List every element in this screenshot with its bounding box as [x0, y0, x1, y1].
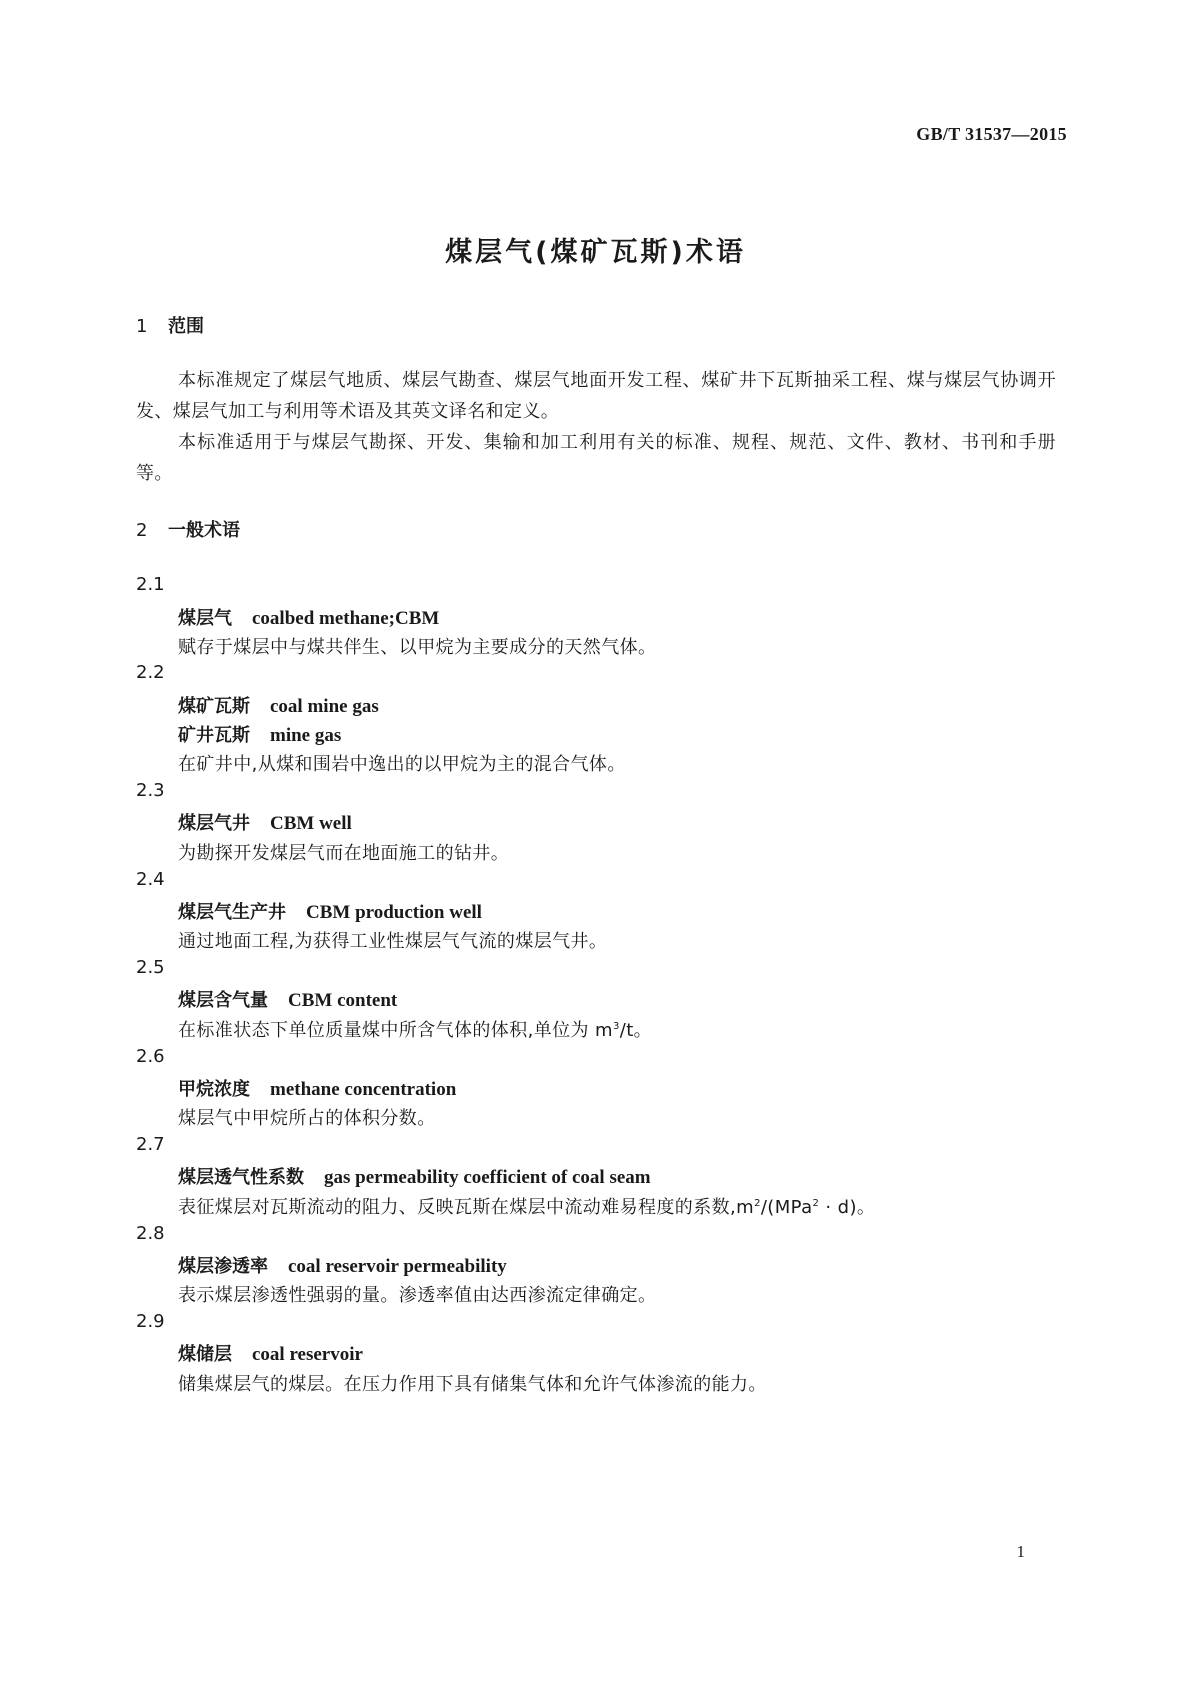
clause-number: 2.5 — [136, 957, 165, 978]
term-en: CBM well — [270, 813, 352, 834]
clause-number: 2.4 — [136, 869, 165, 890]
section-title: 范围 — [168, 316, 204, 337]
term-en: CBM production well — [306, 902, 482, 923]
term-definition: 煤层气中甲烷所占的体积分数。 — [178, 1108, 436, 1129]
term-definition: 储集煤层气的煤层。在压力作用下具有储集气体和允许气体渗流的能力。 — [178, 1374, 767, 1395]
document-title: 煤层气(煤矿瓦斯)术语 — [445, 237, 746, 268]
term-definition — [178, 1016, 652, 1042]
superscript: 2 — [812, 1198, 820, 1209]
superscript: 2 — [754, 1198, 761, 1209]
superscript: 3 — [612, 1021, 620, 1032]
term-entry — [178, 1340, 363, 1366]
term-entry-synonym — [178, 721, 341, 747]
definition-text: 表征煤层对瓦斯流动的阻力、反映瓦斯在煤层中流动难易程度的系数,m — [178, 1197, 755, 1218]
definition-text: /(MPa — [760, 1197, 813, 1218]
clause-number: 2.8 — [136, 1223, 165, 1244]
page-number: 1 — [1016, 1542, 1025, 1561]
term-definition: 为勘探开发煤层气而在地面施工的钻井。 — [178, 843, 510, 864]
term-entry — [178, 809, 352, 835]
term-en: mine gas — [270, 725, 342, 746]
term-zh: 煤层渗透率 — [178, 1256, 268, 1277]
term-en: CBM content — [288, 990, 398, 1011]
term-entry — [178, 986, 397, 1012]
term-definition — [178, 1193, 875, 1219]
scope-paragraph-1: 本标准规定了煤层气地质、煤层气勘查、煤层气地面开发工程、煤矿井下瓦斯抽采工程、煤与煤层气协调开发、煤层气加工与利用等术语及其英文译名和定义。 — [136, 370, 1056, 422]
scope-paragraph-2: 本标准适用于与煤层气勘探、开发、集输和加工利用有关的标准、规程、规范、文件、教材、书刊和手册等。 — [136, 432, 1056, 484]
term-zh: 煤层气生产井 — [178, 902, 286, 923]
term-en: coal mine gas — [270, 696, 379, 717]
section-heading-scope — [136, 312, 204, 338]
clause-number: 2.3 — [136, 780, 165, 801]
term-en: coalbed methane;CBM — [252, 608, 440, 629]
standard-code: GB/T 31537—2015 — [916, 124, 1067, 144]
term-zh: 甲烷浓度 — [178, 1079, 250, 1100]
section-title: 一般术语 — [168, 520, 240, 541]
term-entry — [178, 1075, 456, 1101]
definition-text: 在标准状态下单位质量煤中所含气体的体积,单位为 m — [178, 1020, 613, 1041]
term-definition: 通过地面工程,为获得工业性煤层气气流的煤层气井。 — [178, 931, 608, 952]
clause-number: 2.2 — [136, 662, 165, 683]
term-zh: 煤储层 — [178, 1344, 232, 1365]
term-zh: 矿井瓦斯 — [178, 725, 250, 746]
section-heading-general-terms — [136, 516, 240, 542]
term-definition: 表示煤层渗透性强弱的量。渗透率值由达西渗流定律确定。 — [178, 1285, 657, 1306]
term-en: coal reservoir — [252, 1344, 363, 1365]
term-definition: 在矿井中,从煤和围岩中逸出的以甲烷为主的混合气体。 — [178, 754, 626, 775]
term-definition: 赋存于煤层中与煤共伴生、以甲烷为主要成分的天然气体。 — [178, 637, 657, 658]
term-en: methane concentration — [270, 1079, 457, 1100]
term-zh: 煤层气 — [178, 608, 232, 629]
section-number: 1 — [136, 316, 148, 337]
term-entry — [178, 692, 379, 718]
term-zh: 煤层气井 — [178, 813, 250, 834]
term-zh: 煤矿瓦斯 — [178, 696, 250, 717]
definition-text: · d)。 — [819, 1197, 876, 1218]
term-entry — [178, 1252, 507, 1278]
term-en: coal reservoir permeability — [288, 1256, 507, 1277]
term-en: gas permeability coefficient of coal seam — [324, 1167, 651, 1188]
definition-text: /t。 — [619, 1020, 653, 1041]
clause-number: 2.6 — [136, 1046, 165, 1067]
term-entry — [178, 898, 482, 924]
term-zh: 煤层透气性系数 — [178, 1167, 304, 1188]
clause-number: 2.9 — [136, 1311, 165, 1332]
term-entry — [178, 604, 439, 630]
section-number: 2 — [136, 520, 148, 541]
term-entry — [178, 1163, 651, 1189]
clause-number: 2.7 — [136, 1134, 165, 1155]
term-zh: 煤层含气量 — [178, 990, 268, 1011]
clause-number: 2.1 — [136, 574, 165, 595]
